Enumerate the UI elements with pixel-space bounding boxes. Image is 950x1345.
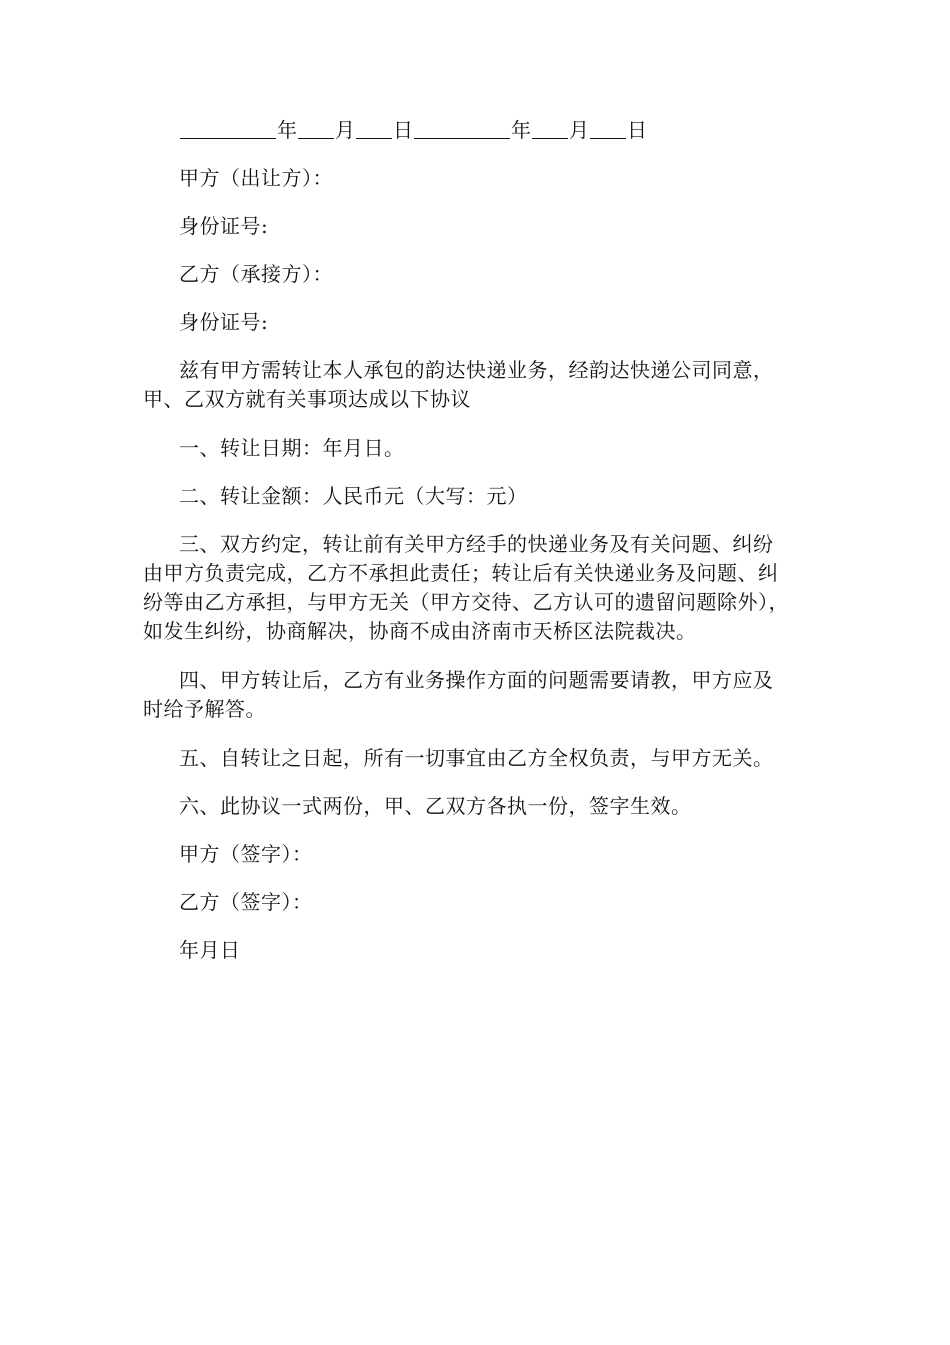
clause-4: 四、甲方转让后，乙方有业务操作方面的问题需要请教，甲方应及时给予解答。 [143,668,774,721]
party-a-signature: 甲方（签字）： [179,842,313,866]
blank-year-1[interactable] [180,118,276,139]
blank-year-2[interactable] [414,118,510,139]
signature-date: 年月日 [179,938,241,962]
party-b-label: 乙方（承接方）： [179,262,333,286]
year-label-2: 年 [511,118,531,142]
blank-day-2[interactable] [590,118,626,139]
day-label-2: 日 [627,118,647,142]
party-a-label: 甲方（出让方）： [179,166,333,190]
year-label-1: 年 [277,118,297,142]
month-label-2: 月 [569,118,589,142]
month-label-1: 月 [335,118,355,142]
blank-month-1[interactable] [298,118,334,139]
clause-3: 三、双方约定，转让前有关甲方经手的快递业务及有关问题、纠纷由甲方负责完成，乙方不承担此责任；转让后有关快递业务及问题、纠纷等由乙方承担，与甲方无关（甲方交待、乙方认可的遗留问题除外），如发生纠纷，协商解决，协商不成由济南市天桥区法院裁决。 [143,532,789,643]
intro-paragraph: 兹有甲方需转让本人承包的韵达快递业务，经韵达快递公司同意，甲、乙双方就有关事项达成以下协议 [143,358,774,411]
party-a-id-label: 身份证号: [179,214,269,238]
date-line [143,116,793,145]
clause-6: 六、此协议一式两份，甲、乙双方各执一份，签字生效。 [179,794,692,818]
day-label-1: 日 [393,118,413,142]
blank-day-1[interactable] [356,118,392,139]
blank-month-2[interactable] [532,118,568,139]
clause-2: 二、转让金额：人民币元（大写：元） [179,484,528,508]
party-b-signature: 乙方（签字）： [179,890,313,914]
clause-5: 五、自转让之日起，所有一切事宜由乙方全权负责，与甲方无关。 [179,746,774,770]
clause-1: 一、转让日期：年月日。 [179,436,405,460]
party-b-id-label: 身份证号: [179,310,269,334]
agreement-body [143,116,793,965]
